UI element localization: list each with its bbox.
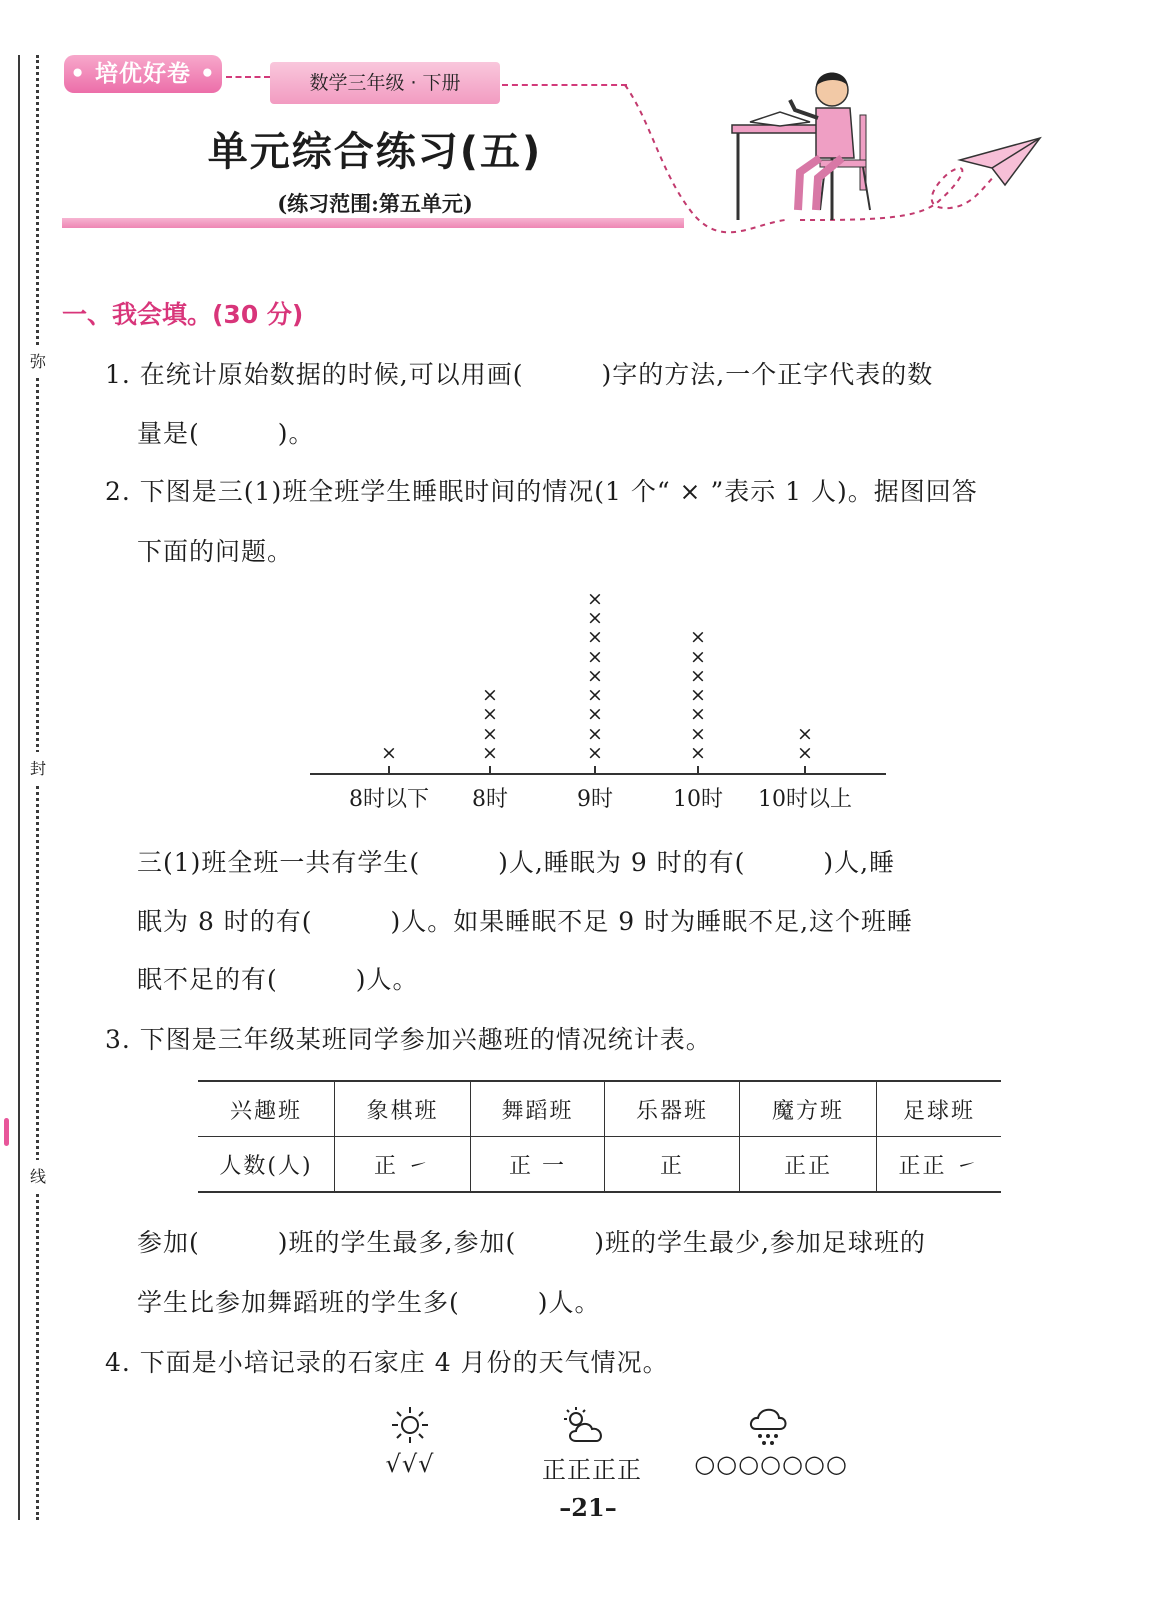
q3-line1: 3. 下图是三年级某班同学参加兴趣班的情况统计表。 [105,1025,712,1054]
table-header-cell: 舞蹈班 [471,1081,605,1137]
table-cell: 正 ㇀ [335,1137,471,1193]
tally-mark: × [690,703,706,726]
section-heading: 一、我会填。(30 分) [62,300,304,329]
category-label: 8时 [472,787,508,812]
margin-label-xian: 线 [28,1160,48,1191]
tally-mark: × [587,626,603,649]
category-label: 9时 [577,787,613,812]
tally-mark: × [587,722,603,745]
category-label: 10时 [673,787,723,812]
student-desk-illustration [620,60,1060,235]
tally-mark: × [797,742,813,764]
header-bar [62,218,684,228]
table-row [198,1137,1001,1193]
table-header-cell: 魔方班 [740,1081,877,1137]
q2-line1: 2. 下图是三(1)班全班学生睡眠时间的情况(1 个“ × ”表示 1 人)。据图回答 [105,477,978,506]
header-dash-right [502,84,627,86]
partly-cloudy-icon [562,1405,608,1447]
table-cell: 正正 [740,1137,877,1193]
tally-mark: × [690,742,706,764]
axis-tick [697,766,699,774]
tally-mark: × [587,742,603,764]
page-number: –21– [559,1493,617,1522]
tally-mark: × [587,645,603,668]
table-header-row [198,1081,1001,1137]
tally-mark: × [482,742,498,764]
axis-tick [489,766,491,774]
tally-mark: × [587,587,603,610]
q2-line2: 下面的问题。 [137,537,294,566]
tally-mark: × [797,722,813,745]
table-header-cell: 足球班 [877,1081,1002,1137]
rain-icon [748,1403,788,1451]
tally-mark: × [482,703,498,726]
table-header-cell: 兴趣班 [198,1081,335,1137]
tally-mark: × [587,606,603,629]
tally-mark: × [690,645,706,668]
axis-tick [594,766,596,774]
brand-tag: • 培优好卷 • [64,55,222,93]
tally-mark: × [587,684,603,707]
binding-dotted-line [36,55,39,1520]
q2-fill3: 眠不足的有( )人。 [137,965,419,994]
tally-mark: × [690,684,706,707]
binding-line [18,55,20,1520]
weather-tally-rainy: ○○○○○○○ [694,1450,848,1478]
table-header-cell: 象棋班 [335,1081,471,1137]
tally-mark: × [690,626,706,649]
weather-tally-cloudy: 正正正正 [542,1456,642,1484]
tally-mark: × [381,742,397,764]
header-dash-left [226,76,270,78]
dot-plot-axis [310,773,886,775]
q3-fill1: 参加( )班的学生最多,参加( )班的学生最少,参加足球班的 [137,1228,926,1257]
grade-tag: 数学三年级 · 下册 [270,62,500,104]
tally-mark: × [587,703,603,726]
tally-mark: × [587,664,603,687]
table-cell: 正 [605,1137,740,1193]
edge-mark [4,1118,9,1146]
q2-fill1: 三(1)班全班一共有学生( )人,睡眠为 9 时的有( )人,睡 [137,848,896,877]
tally-mark: × [482,722,498,745]
interest-class-table [198,1080,1001,1193]
table-header-cell: 乐器班 [605,1081,740,1137]
margin-label-mi: 弥 [28,345,48,376]
weather-tally-sunny: √√√ [385,1450,435,1478]
tally-mark: × [690,664,706,687]
margin-label-feng: 封 [28,752,48,783]
table-cell: 正 一 [471,1137,605,1193]
table-cell: 人数(人) [219,1153,313,1179]
q3-fill2: 学生比参加舞蹈班的学生多( )人。 [137,1288,601,1317]
tally-mark: × [690,722,706,745]
q2-fill2: 眠为 8 时的有( )人。如果睡眠不足 9 时为睡眠不足,这个班睡 [137,907,914,936]
q1-line2: 量是( )。 [137,419,315,448]
page-subtitle: (练习范围:第五单元) [277,191,473,216]
axis-tick [388,766,390,774]
table-cell: 正正 ㇀ [877,1137,1002,1193]
q4-line1: 4. 下面是小培记录的石家庄 4 月份的天气情况。 [105,1348,669,1377]
tally-mark: × [482,684,498,707]
category-label: 10时以上 [758,787,852,812]
sun-icon [390,1405,430,1445]
q1-line1: 1. 在统计原始数据的时候,可以用画( )字的方法,一个正字代表的数 [105,360,934,389]
category-label: 8时以下 [349,787,429,812]
page-title: 单元综合练习(五) [207,129,543,175]
axis-tick [804,766,806,774]
